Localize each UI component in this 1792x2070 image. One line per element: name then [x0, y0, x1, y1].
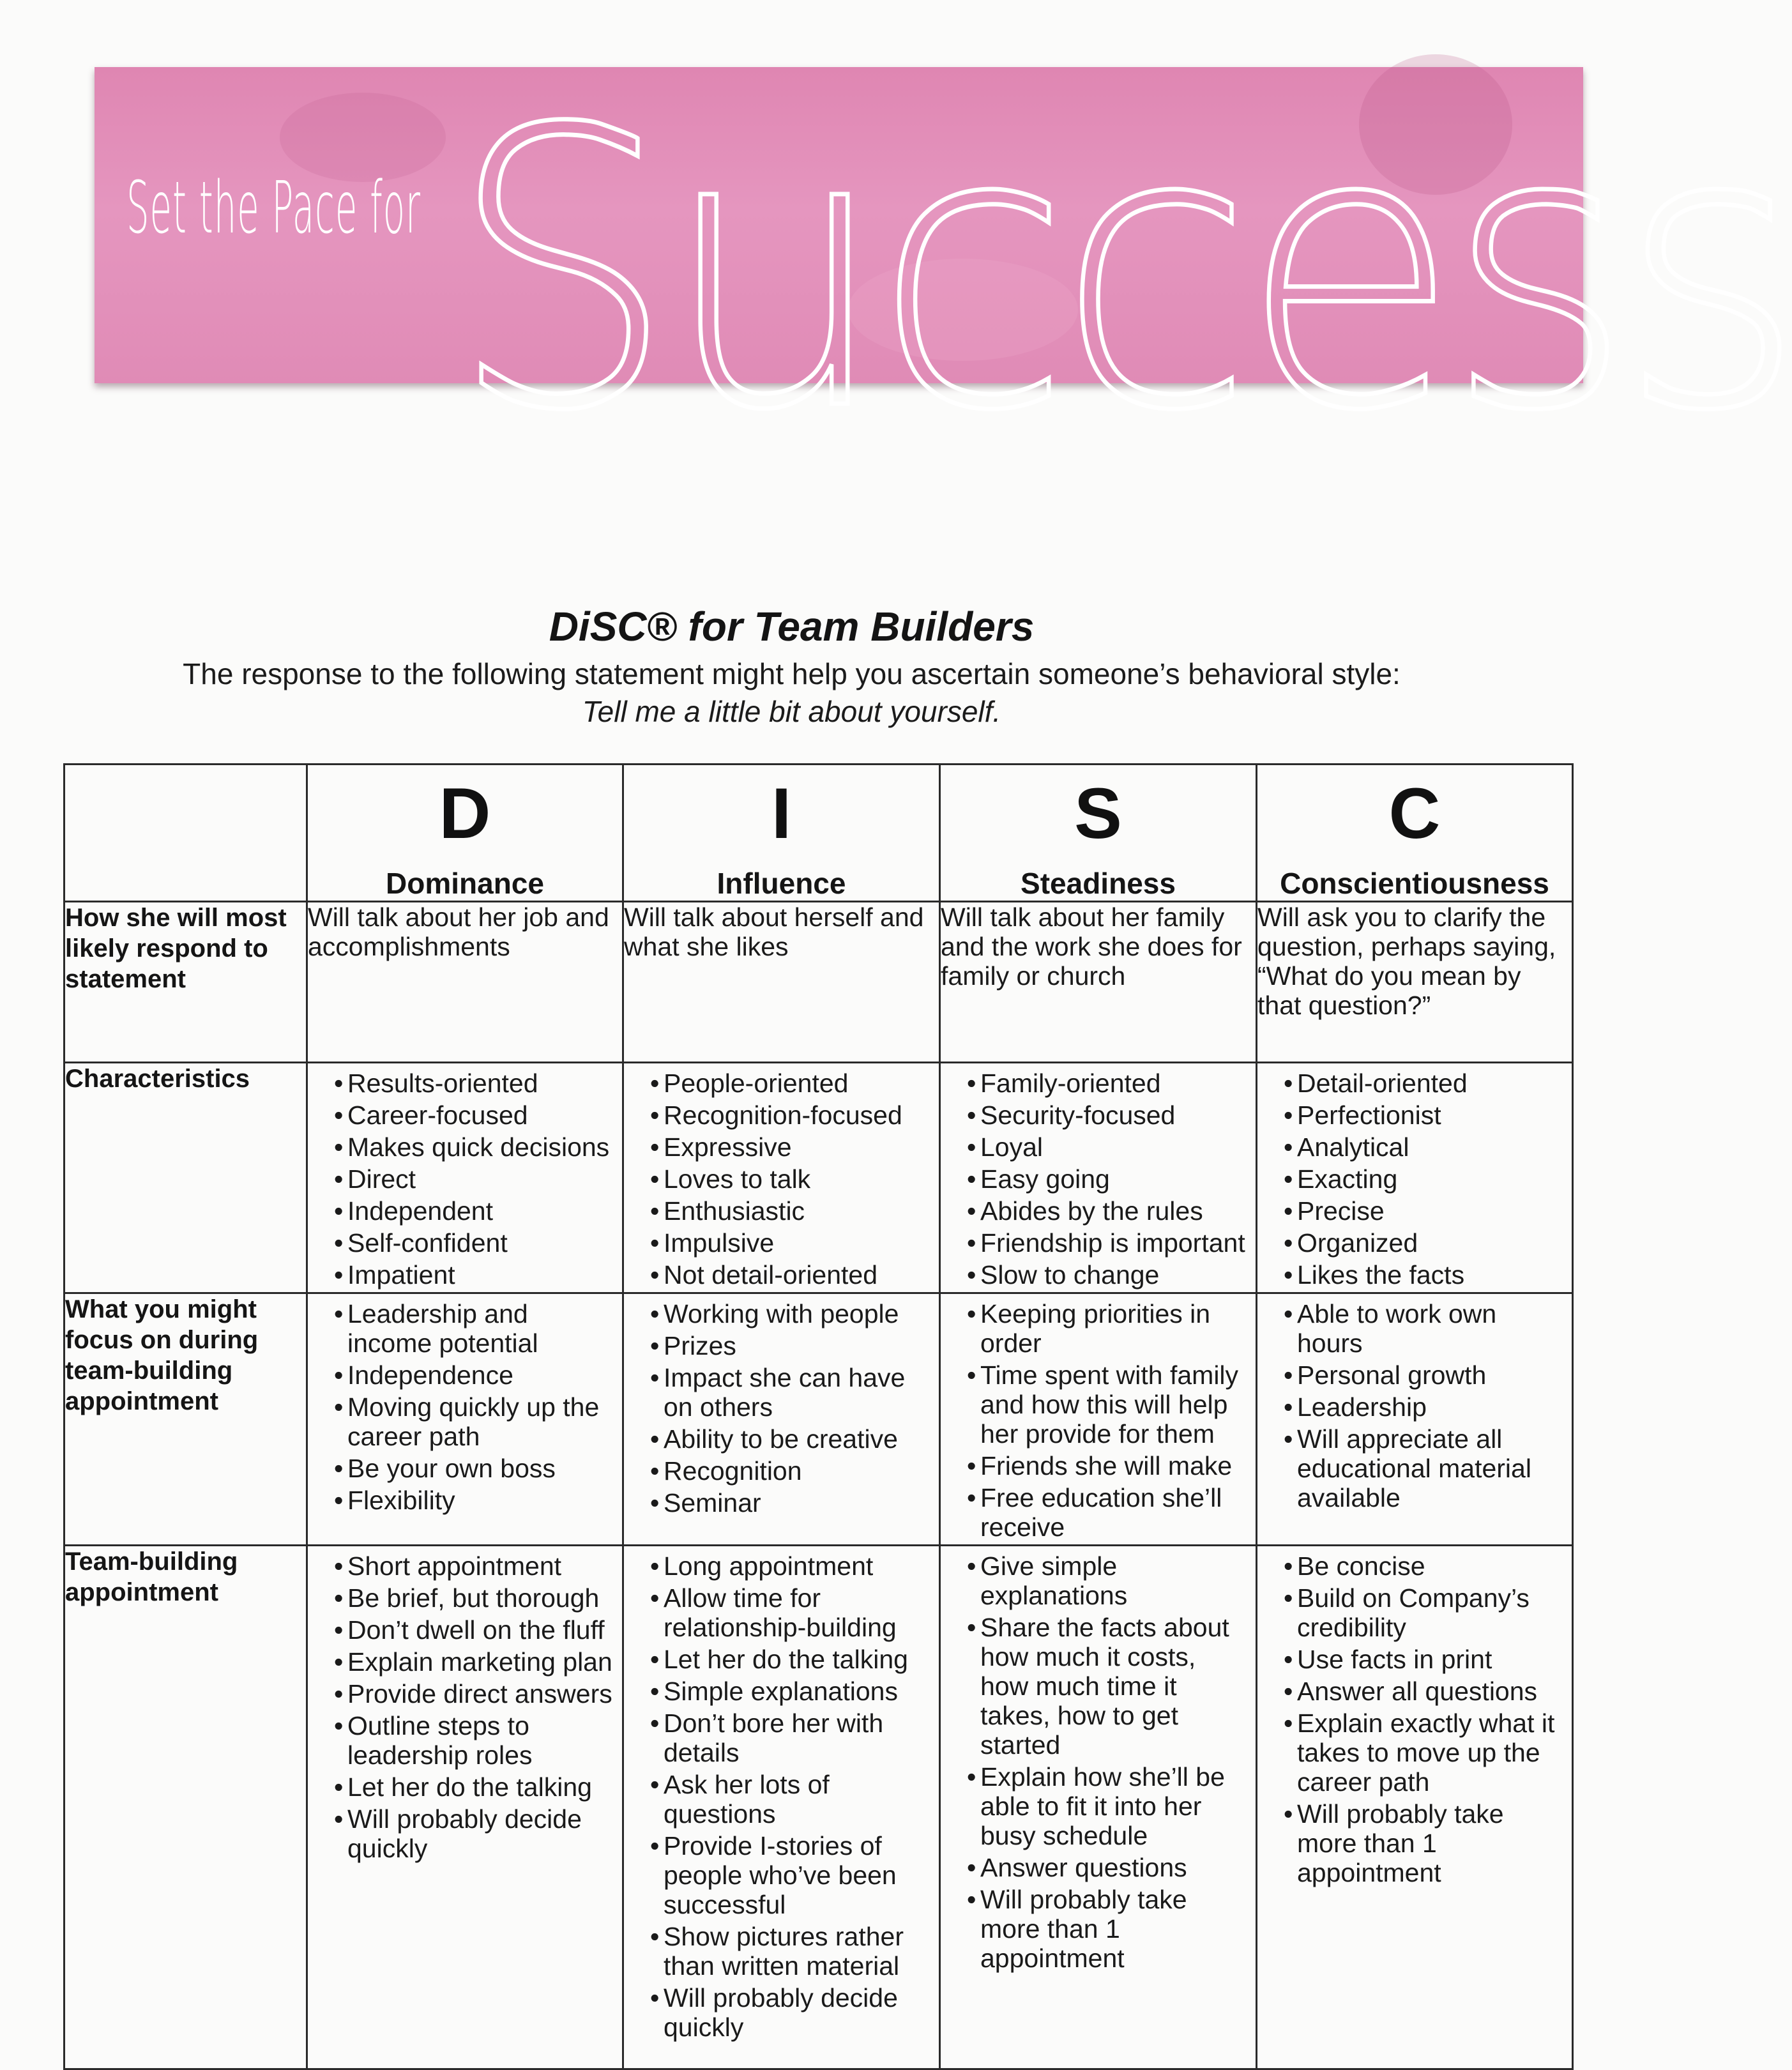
- bullet-list: [624, 1294, 939, 1518]
- row-label: What you might focus on during team-building appointment: [65, 1293, 307, 1546]
- list-item: • Precise: [1270, 1196, 1565, 1226]
- style-letter: S: [1074, 773, 1122, 853]
- table-row-focus: [65, 1293, 1573, 1546]
- list-item: • Working with people: [637, 1299, 932, 1328]
- list-item: • Personal growth: [1270, 1360, 1565, 1390]
- table-cell: [1257, 1546, 1573, 2069]
- table-cell: [940, 1293, 1257, 1546]
- table-cell: Will talk about her job and accomplishments: [307, 902, 623, 1063]
- list-item: • Family-oriented: [953, 1069, 1249, 1098]
- table-cell: Will ask you to clarify the question, perhaps saying, “What do you mean by that question?”: [1257, 902, 1573, 1063]
- list-item: • Slow to change: [953, 1260, 1249, 1290]
- bullet-list: [624, 1063, 939, 1290]
- style-name: Influence: [717, 867, 846, 900]
- list-item: • Loves to talk: [637, 1164, 932, 1194]
- list-item: • Impatient: [321, 1260, 616, 1290]
- list-item: • Be brief, but thorough: [321, 1583, 616, 1613]
- bullet-list: [1257, 1294, 1572, 1512]
- list-item: • Outline steps to leadership roles: [321, 1711, 616, 1770]
- table-cell: [623, 1293, 940, 1546]
- style-letter: C: [1388, 773, 1441, 853]
- list-item: • Prizes: [637, 1331, 932, 1360]
- bullet-list: [941, 1546, 1256, 1973]
- bullet-list: [1257, 1063, 1572, 1290]
- list-item: • Seminar: [637, 1488, 932, 1518]
- bullet-list: [941, 1063, 1256, 1290]
- style-name: Steadiness: [1021, 867, 1176, 900]
- list-item: • Don’t bore her with details: [637, 1709, 932, 1767]
- bullet-list: [308, 1063, 622, 1290]
- list-item: • Explain how she’ll be able to fit it into her busy schedule: [953, 1762, 1249, 1850]
- success-banner: [95, 48, 1792, 494]
- list-item: • Short appointment: [321, 1551, 616, 1581]
- table-cell: Will talk about her family and the work she does for family or church: [940, 902, 1257, 1063]
- list-item: • Answer all questions: [1270, 1677, 1565, 1706]
- disc-table: [63, 763, 1574, 2070]
- list-item: • Leadership: [1270, 1392, 1565, 1422]
- table-cell: [940, 1063, 1257, 1293]
- list-item: • Leadership and income potential: [321, 1299, 616, 1358]
- list-item: • Let her do the talking: [321, 1772, 616, 1802]
- list-item: • Free education she’ll receive: [953, 1483, 1249, 1542]
- table-cell: [623, 1063, 940, 1293]
- list-item: • Let her do the talking: [637, 1645, 932, 1674]
- list-item: • Will probably decide quickly: [321, 1804, 616, 1863]
- list-item: • Don’t dwell on the fluff: [321, 1615, 616, 1645]
- list-item: • Able to work own hours: [1270, 1299, 1565, 1358]
- list-item: • Easy going: [953, 1164, 1249, 1194]
- list-item: • Will probably take more than 1 appointment: [1270, 1799, 1565, 1887]
- list-item: • Long appointment: [637, 1551, 932, 1581]
- row-label: How she will most likely respond to statement: [65, 902, 307, 1063]
- list-item: • Impulsive: [637, 1228, 932, 1258]
- table-row-response: [65, 902, 1573, 1063]
- style-letter: D: [439, 773, 491, 853]
- list-item: • Loyal: [953, 1132, 1249, 1162]
- list-item: • Likes the facts: [1270, 1260, 1565, 1290]
- list-item: • Keeping priorities in order: [953, 1299, 1249, 1358]
- table-cell: [307, 1063, 623, 1293]
- list-item: • Explain marketing plan: [321, 1647, 616, 1677]
- list-item: • Be concise: [1270, 1551, 1565, 1581]
- list-item: • Direct: [321, 1164, 616, 1194]
- prompt-statement: Tell me a little bit about yourself.: [582, 695, 1001, 728]
- table-cell: [623, 1546, 940, 2069]
- table-header-row: [65, 765, 1573, 902]
- list-item: • Be your own boss: [321, 1454, 616, 1483]
- list-item: • Ask her lots of questions: [637, 1770, 932, 1829]
- list-item: • Expressive: [637, 1132, 932, 1162]
- column-header-c: [1257, 765, 1573, 902]
- list-item: • Analytical: [1270, 1132, 1565, 1162]
- list-item: • Security-focused: [953, 1100, 1249, 1130]
- list-item: • Friendship is important: [953, 1228, 1249, 1258]
- list-item: • Provide I-stories of people who’ve been successful: [637, 1831, 932, 1919]
- row-label: Characteristics: [65, 1063, 307, 1293]
- page-title: DiSC® for Team Builders: [549, 604, 1035, 650]
- list-item: • Independence: [321, 1360, 616, 1390]
- list-item: • Provide direct answers: [321, 1679, 616, 1709]
- page-subtitle: The response to the following statement might help you ascertain someone’s behavioral style:: [183, 657, 1401, 690]
- table-cell: Will talk about herself and what she likes: [623, 902, 940, 1063]
- table-cell: [307, 1546, 623, 2069]
- bullet-list: [308, 1294, 622, 1515]
- list-item: • Answer questions: [953, 1853, 1249, 1882]
- list-item: • Show pictures rather than written material: [637, 1922, 932, 1981]
- list-item: • Allow time for relationship-building: [637, 1583, 932, 1642]
- corner-cell: [65, 765, 307, 902]
- bullet-list: [308, 1546, 622, 1863]
- column-header-i: [623, 765, 940, 902]
- column-header-d: [307, 765, 623, 902]
- row-label: Team-building appointment: [65, 1546, 307, 2069]
- table-cell: [940, 1546, 1257, 2069]
- list-item: • Explain exactly what it takes to move up the career path: [1270, 1709, 1565, 1797]
- list-item: • Perfectionist: [1270, 1100, 1565, 1130]
- list-item: • Impact she can have on others: [637, 1363, 932, 1422]
- table-row-appointment: [65, 1546, 1573, 2069]
- list-item: • Abides by the rules: [953, 1196, 1249, 1226]
- bullet-list: [941, 1294, 1256, 1542]
- list-item: • Detail-oriented: [1270, 1069, 1565, 1098]
- bullet-list: [1257, 1546, 1572, 1887]
- list-item: • Independent: [321, 1196, 616, 1226]
- list-item: • Time spent with family and how this will help her provide for them: [953, 1360, 1249, 1449]
- list-item: • Self-confident: [321, 1228, 616, 1258]
- list-item: • Will appreciate all educational material available: [1270, 1424, 1565, 1512]
- list-item: • Will probably decide quickly: [637, 1983, 932, 2042]
- list-item: • Simple explanations: [637, 1677, 932, 1706]
- table-cell: [1257, 1293, 1573, 1546]
- style-name: Conscientiousness: [1280, 867, 1549, 900]
- list-item: • Build on Company’s credibility: [1270, 1583, 1565, 1642]
- list-item: • Use facts in print: [1270, 1645, 1565, 1674]
- list-item: • Recognition-focused: [637, 1100, 932, 1130]
- list-item: • Recognition: [637, 1456, 932, 1486]
- list-item: • Career-focused: [321, 1100, 616, 1130]
- style-letter: I: [771, 773, 792, 853]
- list-item: • Makes quick decisions: [321, 1132, 616, 1162]
- banner-headline: Success: [449, 48, 1792, 494]
- list-item: • Exacting: [1270, 1164, 1565, 1194]
- list-item: • Flexibility: [321, 1486, 616, 1515]
- bullet-list: [624, 1546, 939, 2042]
- list-item: • Will probably take more than 1 appointment: [953, 1885, 1249, 1973]
- list-item: • Organized: [1270, 1228, 1565, 1258]
- list-item: • Ability to be creative: [637, 1424, 932, 1454]
- list-item: • Enthusiastic: [637, 1196, 932, 1226]
- list-item: • Share the facts about how much it costs, how much time it takes, how to get started: [953, 1613, 1249, 1760]
- column-header-s: [940, 765, 1257, 902]
- table-cell: [307, 1293, 623, 1546]
- list-item: • Not detail-oriented: [637, 1260, 932, 1290]
- style-name: Dominance: [386, 867, 544, 900]
- banner-tagline: Set the Pace for: [126, 167, 421, 250]
- list-item: • Moving quickly up the career path: [321, 1392, 616, 1451]
- table-row-characteristics: [65, 1063, 1573, 1293]
- table-cell: [1257, 1063, 1573, 1293]
- list-item: • Give simple explanations: [953, 1551, 1249, 1610]
- list-item: • Friends she will make: [953, 1451, 1249, 1480]
- list-item: • People-oriented: [637, 1069, 932, 1098]
- list-item: • Results-oriented: [321, 1069, 616, 1098]
